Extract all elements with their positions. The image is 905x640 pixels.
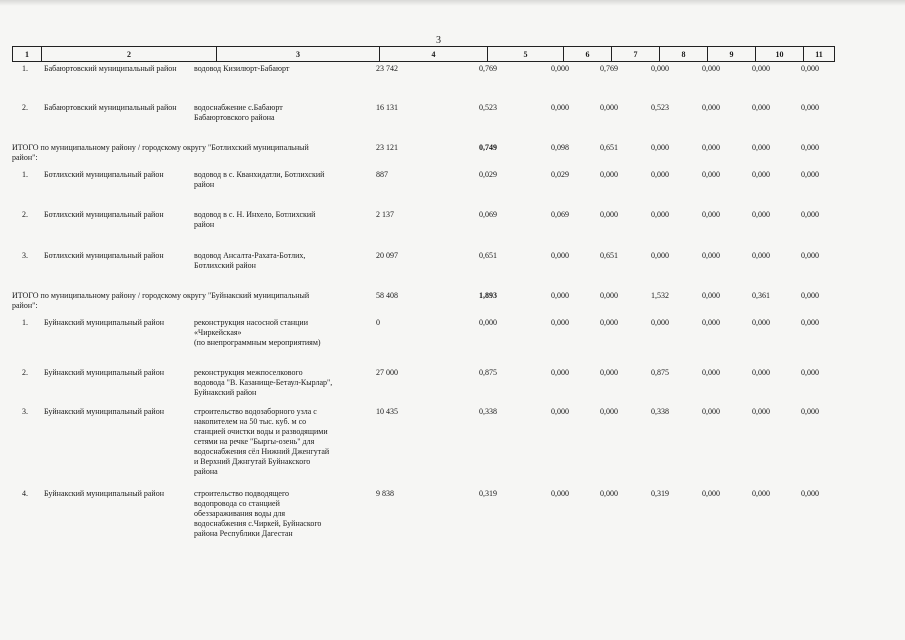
column-header: 2 xyxy=(42,47,217,62)
value-c10: 0,000 xyxy=(752,407,770,416)
district-name: Бабаюртовский муниципальный район xyxy=(44,64,177,73)
value-c9: 0,000 xyxy=(702,170,720,179)
total-label: ИТОГО по муниципальному району / городскому округу "Ботлихский муниципальный район": xyxy=(12,143,309,162)
value-c7: 0,651 xyxy=(600,143,618,152)
value-c7: 0,000 xyxy=(600,489,618,498)
value-c9: 0,000 xyxy=(702,251,720,260)
value-c8: 0,000 xyxy=(651,210,669,219)
value-c11: 0,000 xyxy=(801,170,819,179)
value-c9: 0,000 xyxy=(702,143,720,152)
value-c6: 0,000 xyxy=(551,368,569,377)
value-c5: 0,319 xyxy=(479,489,497,498)
row-number: 3. xyxy=(22,407,28,416)
value-c4: 16 131 xyxy=(376,103,398,112)
row-number: 4. xyxy=(22,489,28,498)
value-c9: 0,000 xyxy=(702,368,720,377)
value-c8: 0,338 xyxy=(651,407,669,416)
row-number: 2. xyxy=(22,210,28,219)
value-c11: 0,000 xyxy=(801,368,819,377)
column-header: 4 xyxy=(380,47,488,62)
row-number: 2. xyxy=(22,103,28,112)
value-c10: 0,361 xyxy=(752,291,770,300)
object-description: реконструкция насосной станции «Чиркейская» (по внепрограммным мероприятиям) xyxy=(194,318,321,347)
value-c11: 0,000 xyxy=(801,489,819,498)
object-description: водовод Кизилюрт-Бабаюрт xyxy=(194,64,290,73)
object-description: водовод в с. Кванхидатли, Ботлихский район xyxy=(194,170,325,189)
value-c5: 0,069 xyxy=(479,210,497,219)
value-c7: 0,000 xyxy=(600,103,618,112)
value-c5: 1,893 xyxy=(479,291,497,300)
value-c8: 0,319 xyxy=(651,489,669,498)
row-number: 1. xyxy=(22,318,28,327)
value-c6: 0,069 xyxy=(551,210,569,219)
object-description: водовод Ансалта-Рахата-Ботлих, Ботлихский район xyxy=(194,251,306,270)
value-c4: 23 121 xyxy=(376,143,398,152)
value-c6: 0,098 xyxy=(551,143,569,152)
value-c5: 0,338 xyxy=(479,407,497,416)
value-c10: 0,000 xyxy=(752,368,770,377)
value-c4: 2 137 xyxy=(376,210,394,219)
value-c6: 0,000 xyxy=(551,291,569,300)
value-c8: 0,000 xyxy=(651,251,669,260)
value-c10: 0,000 xyxy=(752,489,770,498)
value-c11: 0,000 xyxy=(801,318,819,327)
value-c6: 0,029 xyxy=(551,170,569,179)
value-c10: 0,000 xyxy=(752,64,770,73)
total-label: ИТОГО по муниципальному району / городскому округу "Буйнакский муниципальный район": xyxy=(12,291,310,310)
value-c9: 0,000 xyxy=(702,489,720,498)
row-number: 1. xyxy=(22,64,28,73)
value-c10: 0,000 xyxy=(752,103,770,112)
value-c8: 0,000 xyxy=(651,170,669,179)
column-header: 6 xyxy=(564,47,612,62)
value-c9: 0,000 xyxy=(702,407,720,416)
value-c7: 0,000 xyxy=(600,170,618,179)
value-c5: 0,651 xyxy=(479,251,497,260)
district-name: Буйнакский муниципальный район xyxy=(44,368,164,377)
value-c7: 0,000 xyxy=(600,368,618,377)
value-c10: 0,000 xyxy=(752,210,770,219)
column-header: 9 xyxy=(708,47,756,62)
value-c4: 27 000 xyxy=(376,368,398,377)
value-c10: 0,000 xyxy=(752,143,770,152)
scan-edge xyxy=(0,0,905,6)
value-c6: 0,000 xyxy=(551,489,569,498)
value-c5: 0,769 xyxy=(479,64,497,73)
value-c9: 0,000 xyxy=(702,210,720,219)
district-name: Буйнакский муниципальный район xyxy=(44,318,164,327)
row-number: 3. xyxy=(22,251,28,260)
value-c7: 0,000 xyxy=(600,318,618,327)
value-c11: 0,000 xyxy=(801,291,819,300)
value-c6: 0,000 xyxy=(551,318,569,327)
district-name: Буйнакский муниципальный район xyxy=(44,489,164,498)
value-c8: 0,875 xyxy=(651,368,669,377)
column-header: 11 xyxy=(804,47,835,62)
value-c9: 0,000 xyxy=(702,291,720,300)
district-name: Ботлихский муниципальный район xyxy=(44,251,164,260)
value-c7: 0,651 xyxy=(600,251,618,260)
column-header: 8 xyxy=(660,47,708,62)
value-c9: 0,000 xyxy=(702,64,720,73)
value-c8: 0,000 xyxy=(651,143,669,152)
value-c8: 0,523 xyxy=(651,103,669,112)
value-c11: 0,000 xyxy=(801,210,819,219)
value-c4: 0 xyxy=(376,318,380,327)
value-c5: 0,523 xyxy=(479,103,497,112)
value-c4: 58 408 xyxy=(376,291,398,300)
value-c4: 9 838 xyxy=(376,489,394,498)
value-c10: 0,000 xyxy=(752,318,770,327)
value-c8: 0,000 xyxy=(651,318,669,327)
value-c4: 10 435 xyxy=(376,407,398,416)
district-name: Буйнакский муниципальный район xyxy=(44,407,164,416)
value-c6: 0,000 xyxy=(551,103,569,112)
value-c11: 0,000 xyxy=(801,64,819,73)
object-description: водоснабжение с.Бабаюрт Бабаюртовского района xyxy=(194,103,283,122)
value-c11: 0,000 xyxy=(801,407,819,416)
value-c7: 0,000 xyxy=(600,210,618,219)
column-header: 10 xyxy=(756,47,804,62)
row-number: 2. xyxy=(22,368,28,377)
value-c9: 0,000 xyxy=(702,318,720,327)
column-header: 1 xyxy=(13,47,42,62)
district-name: Ботлихский муниципальный район xyxy=(44,210,164,219)
object-description: водовод в с. Н. Инхело, Ботлихский район xyxy=(194,210,316,229)
value-c5: 0,749 xyxy=(479,143,497,152)
column-header: 7 xyxy=(612,47,660,62)
row-number: 1. xyxy=(22,170,28,179)
value-c9: 0,000 xyxy=(702,103,720,112)
value-c7: 0,769 xyxy=(600,64,618,73)
column-header: 3 xyxy=(217,47,380,62)
value-c10: 0,000 xyxy=(752,170,770,179)
value-c5: 0,029 xyxy=(479,170,497,179)
value-c11: 0,000 xyxy=(801,251,819,260)
column-header-row xyxy=(13,47,835,62)
value-c6: 0,000 xyxy=(551,64,569,73)
district-name: Ботлихский муниципальный район xyxy=(44,170,164,179)
value-c10: 0,000 xyxy=(752,251,770,260)
value-c8: 1,532 xyxy=(651,291,669,300)
object-description: реконструкция межпоселкового водовода "В. Казанище-Бетаул-Кырлар", Буйнакский район xyxy=(194,368,333,397)
value-c4: 20 097 xyxy=(376,251,398,260)
value-c11: 0,000 xyxy=(801,103,819,112)
column-header: 5 xyxy=(488,47,564,62)
value-c6: 0,000 xyxy=(551,251,569,260)
district-name: Бабаюртовский муниципальный район xyxy=(44,103,177,112)
value-c7: 0,000 xyxy=(600,291,618,300)
value-c11: 0,000 xyxy=(801,143,819,152)
value-c8: 0,000 xyxy=(651,64,669,73)
value-c7: 0,000 xyxy=(600,407,618,416)
object-description: строительство водозаборного узла с накопителем на 50 тыс. куб. м со станцией очистки воды и разводящими сетями на речке "Быргы-озень" для водоснабжения сёл Нижний Дженгутай и Верхний Джнгутай Буйнакского района xyxy=(194,407,330,476)
column-header-table xyxy=(12,46,835,62)
object-description: строительство подводящего водопровода со станцией обеззараживания воды для водоснабжения с.Чиркей, Буйнаского района Республики Дагестан xyxy=(194,489,322,538)
value-c4: 23 742 xyxy=(376,64,398,73)
value-c5: 0,000 xyxy=(479,318,497,327)
value-c4: 887 xyxy=(376,170,388,179)
value-c5: 0,875 xyxy=(479,368,497,377)
value-c6: 0,000 xyxy=(551,407,569,416)
page-number: 3 xyxy=(436,35,441,46)
